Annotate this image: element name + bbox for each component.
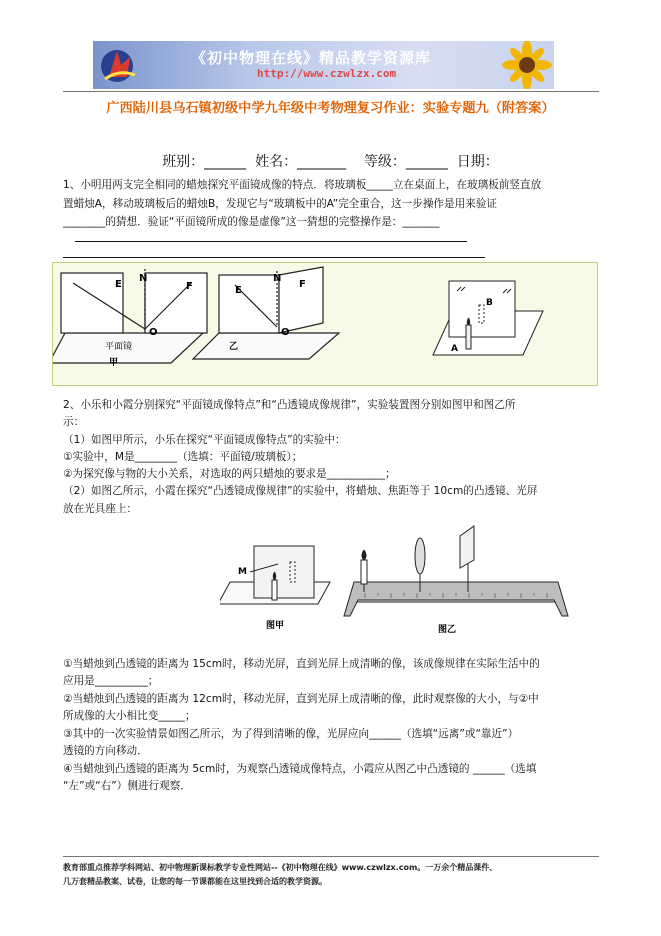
label-yi: 乙 — [229, 342, 239, 352]
answer-line — [75, 241, 467, 242]
label-m: M — [238, 567, 247, 577]
sunflower-icon — [497, 41, 554, 89]
q2b-line-6: 透镜的方向移动． — [63, 745, 148, 757]
q2-line-7: 放在光具座上： — [63, 503, 138, 515]
label-f: F — [186, 281, 193, 292]
q2-line-6: （2）如图乙所示，小霞在探究“凸透镜成像规律”的实验中，将蜡烛、焦距等于 10cm的凸透镜、光屏 — [63, 485, 538, 497]
q2b-line-7: ④当蜡烛到凸透镜的距离为 5cm时，为观察凸透镜成像特点，小霞应从图乙中凸透镜的 ______（选填 — [63, 763, 537, 775]
figure-2-jia — [220, 546, 330, 604]
banner-url: http://www.czwlzx.com — [257, 67, 397, 80]
optical-bench — [344, 526, 568, 616]
label-o: O — [149, 327, 158, 338]
mirror-experiment-figure — [53, 263, 597, 385]
mirror-label: 平面镜 — [105, 342, 133, 352]
answer-line — [63, 257, 485, 258]
label-o-yi: O — [281, 327, 290, 338]
q2-line-5: ②为探究像与物的大小关系，对选取的两只蜡烛的要求是___________； — [63, 468, 396, 480]
label-jia: 甲 — [109, 358, 119, 368]
q2-line-4: ①实验中，M是________（选填：平面镜/玻璃板）； — [63, 451, 303, 463]
caption-yi: 图乙 — [438, 625, 457, 635]
page-title: 广西陆川县乌石镇初级中学九年级中考物理复习作业：实验专题九（附答案） — [106, 101, 555, 116]
banner-title: 《初中物理在线》精品教学资源库 — [191, 49, 432, 67]
label-b: B — [486, 298, 493, 308]
glass-plate-figure — [433, 281, 543, 355]
figure-yi — [193, 267, 339, 359]
caption-jia: 图甲 — [266, 621, 285, 631]
q2-line-1: 2、小乐和小霞分别探究“平面镜成像特点”和“凸透镜成像规律”，实验装置图分别如图甲和图乙所 — [63, 399, 516, 411]
q2b-line-4: 所成像的大小相比变_____； — [63, 710, 196, 722]
q1-line-2: 置蜡烛A，移动玻璃板后的蜡烛B，发现它与“玻璃板中的A”完全重合，这一步操作是用来验证 — [63, 198, 497, 210]
label-e-yi: E — [235, 285, 242, 296]
header-banner — [93, 41, 554, 89]
footer-divider — [63, 856, 599, 857]
label-f-yi: F — [299, 279, 306, 290]
q2-line-2: 示： — [63, 416, 85, 428]
q1-line-1: 1、小明用两支完全相同的蜡烛探究平面镜成像的特点．将玻璃板_____立在桌面上，在玻璃板前竖直放 — [63, 179, 542, 191]
header-divider — [63, 91, 599, 92]
q2b-line-2: 应用是__________； — [63, 675, 159, 687]
logo-icon — [97, 45, 143, 85]
q2b-line-3: ②当蜡烛到凸透镜的距离为 12cm时，移动光屏，直到光屏上成清晰的像，此时观察像的大小，与②中 — [63, 693, 539, 705]
q2-line-3: （1）如图甲所示，小乐在探究“平面镜成像特点”的实验中： — [63, 434, 346, 446]
figure-1-panel — [52, 262, 598, 386]
q1-line-3: ________的猜想．验证“平面镜所成的像是虚像”这一猜想的完整操作是：_______ — [63, 216, 440, 228]
footer-line-2: 几万套精品教案、试卷，让您的每一节课都能在这里找到合适的教学资源。 — [63, 877, 327, 886]
q2b-line-8: “左”或“右”）侧进行观察． — [63, 780, 191, 792]
q2b-line-5: ③其中的一次实验情景如图乙所示，为了得到清晰的像，光屏应向______（选填“远离”或“靠近”） — [63, 728, 519, 740]
lens-experiment-figure — [220, 522, 600, 644]
label-e: E — [115, 279, 122, 290]
footer-line-1: 教育部重点推荐学科网站、初中物理新课标教学专业性网站--《初中物理在线》www.czwlzx.com。一万余个精品课件、 — [63, 863, 498, 872]
label-n-yi: N — [273, 273, 282, 284]
label-a: A — [451, 344, 458, 354]
student-info-line: 班别：______ 姓名：_______ 等级：______ 日期： — [162, 154, 499, 170]
label-n: N — [139, 273, 148, 284]
q2b-line-1: ①当蜡烛到凸透镜的距离为 15cm时，移动光屏，直到光屏上成清晰的像，该成像规律在实际生活中的 — [63, 658, 540, 670]
